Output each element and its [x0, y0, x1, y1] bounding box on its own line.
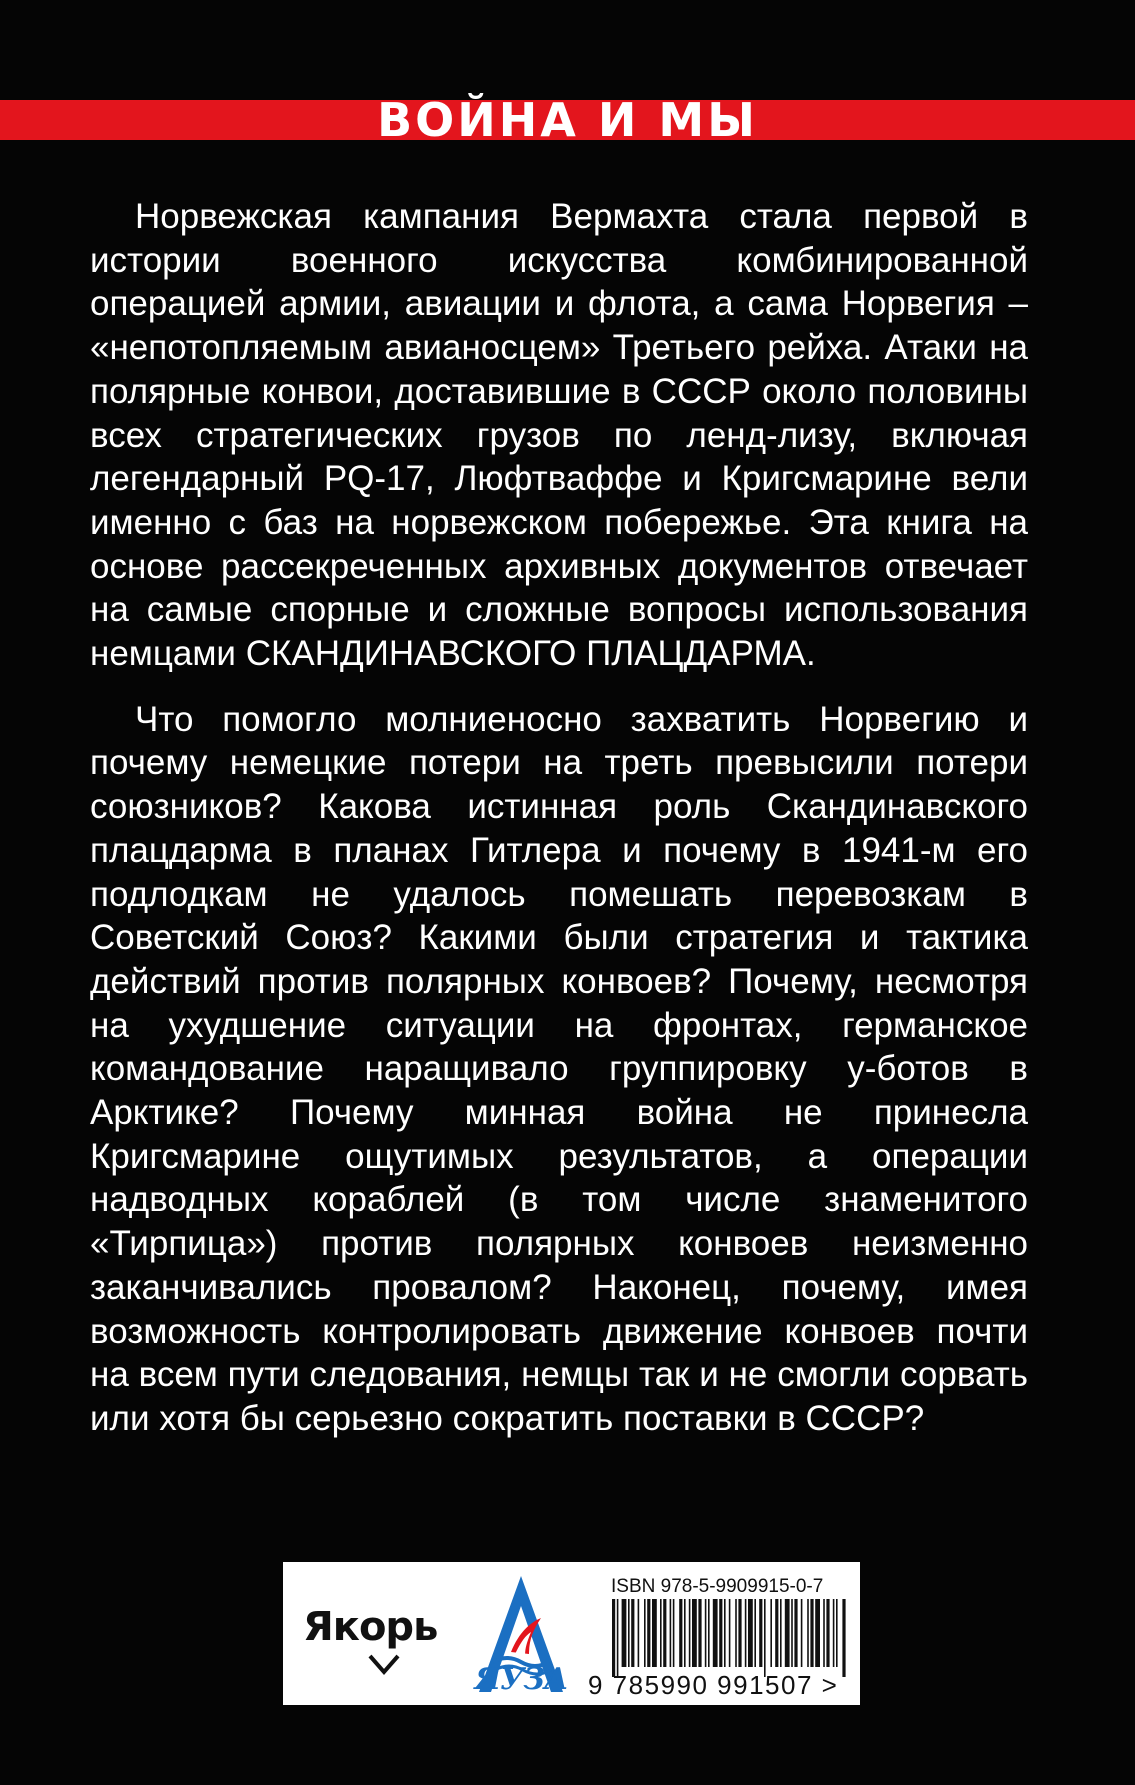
barcode-bar — [807, 1599, 809, 1667]
series-title: ВОЙНА И МЫ — [377, 93, 758, 147]
barcode-bar — [670, 1599, 672, 1667]
barcode-bar — [770, 1599, 772, 1667]
ean-digits: 9 785990 991507 > — [588, 1670, 839, 1700]
barcode-bar — [735, 1599, 737, 1667]
barcode-bar — [689, 1599, 691, 1667]
barcode-bar — [759, 1599, 762, 1667]
yakor-logo: Якорь — [303, 1604, 438, 1650]
barcode-bar — [719, 1599, 722, 1667]
barcode-bar — [833, 1599, 835, 1667]
barcode-bar — [644, 1599, 646, 1667]
barcode-bar — [810, 1599, 813, 1667]
barcode-bar — [638, 1599, 640, 1667]
barcode-bar — [679, 1599, 682, 1667]
barcode-bar — [780, 1599, 782, 1667]
barcode-bar — [738, 1599, 741, 1667]
barcode-bar — [631, 1599, 634, 1667]
paragraph-2: Что помогло молниеносно захватить Норвегию и почему немецкие потери на треть превысили потери союзников? Какова истинная роль Скандинавского плацдарма в планах Гитлера и почему в 1941-м его подлодкам не удалось помешать перевозкам в Советский Союз? Какими были стратегия и тактика действий против полярных конвоев? Почему, несмотря на ухудшение ситуации на фронтах, германское командование наращивало группировку у-ботов в Арктике? Почему минная война не принесла Кригсмарине ощутимых результатов, а операции надводных кораблей (в том числе знаменитого «Тирпица») против полярных конвоев неизменно заканчивались провалом? Наконец, почему, имея возможность контролировать движение конвоев почти на всем пути следования, немцы так и не смогли сорвать или хотя бы серьезно сократить поставки в СССР? — [90, 699, 1028, 1438]
barcode-bar — [684, 1599, 686, 1667]
barcode-bar — [729, 1599, 731, 1667]
barcode-bar — [698, 1599, 701, 1667]
barcode-bar — [663, 1599, 666, 1667]
barcode-bar — [754, 1599, 756, 1667]
barcode-bar — [673, 1599, 675, 1667]
anchor-chevron-icon — [367, 1652, 401, 1676]
barcode-bar — [724, 1599, 726, 1667]
barcode-bar — [612, 1599, 615, 1677]
barcode-bar — [708, 1599, 710, 1667]
isbn-number: ISBN 978-5-9909915-0-7 — [611, 1576, 824, 1597]
barcode-bar — [622, 1599, 627, 1667]
barcode-bar — [826, 1599, 829, 1667]
annotation-text — [90, 195, 1028, 1441]
barcode-bar — [713, 1599, 718, 1667]
barcode-bar — [794, 1599, 797, 1667]
barcode-bar — [628, 1599, 630, 1667]
barcode-bar — [836, 1599, 838, 1667]
barcode-bar — [748, 1599, 753, 1667]
barcode-bar — [815, 1599, 820, 1667]
barcode-bar — [705, 1599, 707, 1667]
barcode-bar — [647, 1599, 650, 1667]
barcode-bar — [652, 1599, 657, 1667]
barcode-bar — [775, 1599, 778, 1667]
barcode-bar — [764, 1599, 766, 1677]
publisher-label-box — [283, 1562, 860, 1705]
barcode-bar — [842, 1599, 845, 1677]
barcode-bar — [823, 1599, 825, 1667]
barcode-bar — [801, 1599, 803, 1667]
barcode-bar — [617, 1599, 619, 1677]
barcode-bar — [745, 1599, 747, 1667]
barcode-bar — [785, 1599, 790, 1667]
yauza-logo-text: ЯУЗА — [474, 1662, 568, 1697]
barcode-bar — [692, 1599, 697, 1667]
paragraph-1: Норвежская кампания Вермахта стала первой в истории военного искусства комбинированной операцией армии, авиации и флота, а сама Норвегия – «непотопляемым авианосцем» Третьего рейха. Атаки на полярные конвои, доставившие в СССР около половины всех стратегических грузов по ленд-лизу, включая легендарный PQ-17, Люфтваффе и Кригсмарине вели именно с баз на норвежском побережье. Эта книга на основе рассекреченных архивных документов отвечает на самые спорные и сложные вопросы использования немцами СКАНДИНАВСКОГО ПЛАЦДАРМА. — [90, 197, 1028, 674]
barcode — [608, 1599, 848, 1679]
barcode-bar — [791, 1599, 793, 1667]
barcode-bar — [660, 1599, 662, 1667]
